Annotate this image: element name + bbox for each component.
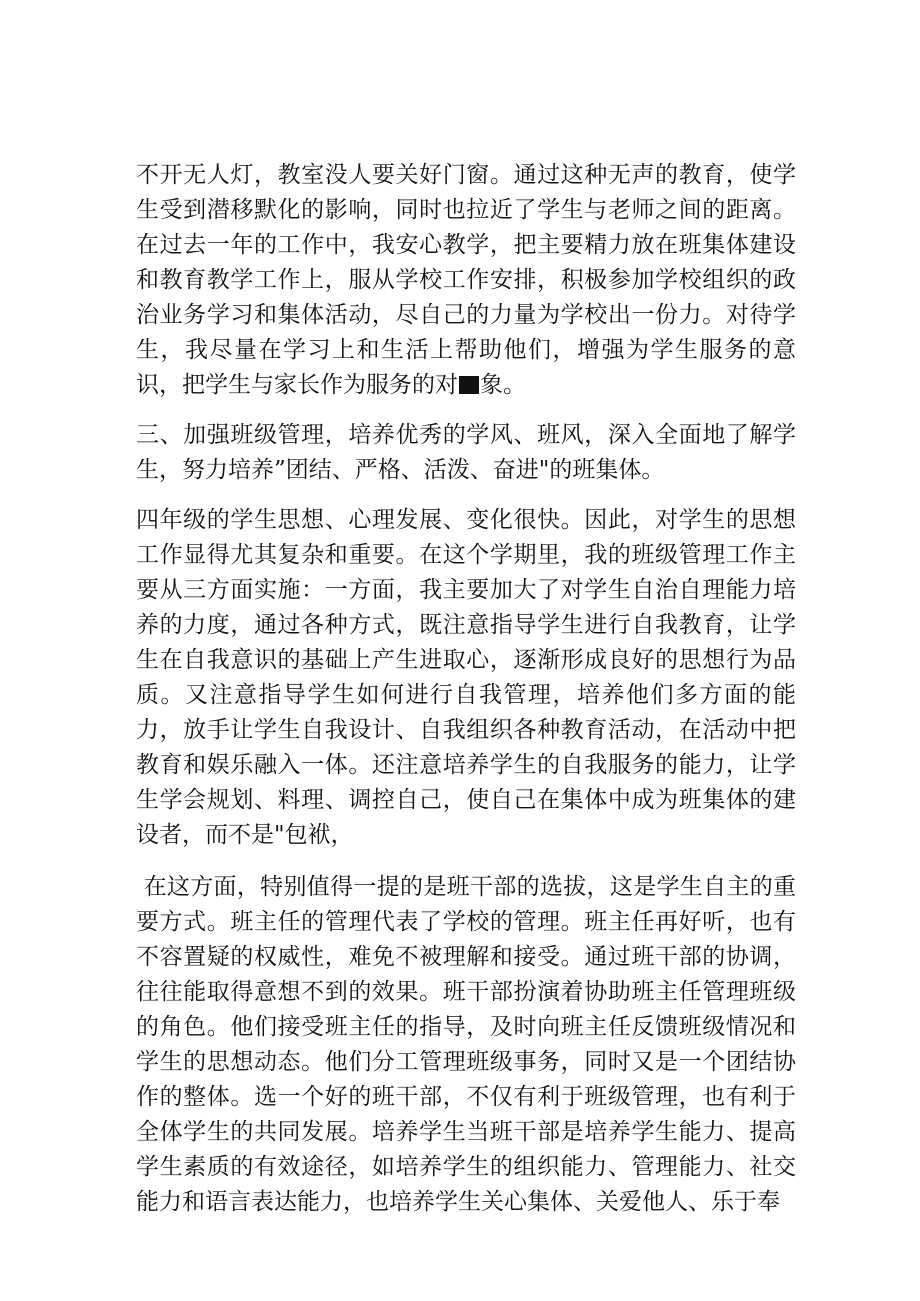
redaction-mark (459, 376, 479, 394)
paragraph-1-text: 不开无人灯，教室没人要关好门窗。通过这种无声的教育，使学生受到潜移默化的影响，同时也拉近了学生与老师之间的距离。在过去一年的工作中，我安心教学，把主要精力放在班集体建设和教育教学工作上，服从学校工作安排，积极参加学校组织的政治业务学习和集体活动，尽自己的力量为学校出一份力。对待学生，我尽量在学习上和生活上帮助他们，增强为学生服务的意识，把学生与家长作为服务的对 (136, 162, 796, 398)
paragraph-1-tail: 象。 (480, 372, 526, 398)
paragraph-3: 四年级的学生思想、心理发展、变化很快。因此，对学生的思想工作显得尤其复杂和重要。在这个学期里，我的班级管理工作主要从三方面实施：一方面，我主要加大了对学生自治自理能力培养的力度，通过各种方式，既注意指导学生进行自我教育，让学生在自我意识的基础上产生进取心，逐渐形成良好的思想行为品质。又注意指导学生如何进行自我管理，培养他们多方面的能力，放手让学生自我设计、自我组织各种教育活动，在活动中把教育和娱乐融入一体。还注意培养学生的自我服务的能力，让学生学会规划、料理、调控自己，使自己在集体中成为班集体的建设者，而不是"包袱， (136, 507, 796, 848)
document-body (136, 158, 796, 1220)
paragraph-4: 在这方面，特别值得一提的是班干部的选拔，这是学生自主的重要方式。班主任的管理代表了学校的管理。班主任再好听，也有不容置疑的权威性，难免不被理解和接受。通过班干部的协调，往往能取得意想不到的效果。班干部扮演着协助班主任管理班级的角色。他们接受班主任的指导，及时向班主任反馈班级情况和学生的思想动态。他们分工管理班级事务，同时又是一个团结协作的整体。选一个好的班干部，不仅有利于班级管理，也有利于全体学生的共同发展。培养学生当班干部是培养学生能力、提高学生素质的有效途径，如培养学生的组织能力、管理能力、社交能力和语言表达能力，也培养学生关心集体、关爱他人、乐于奉 (136, 874, 797, 1215)
paragraph-1 (136, 158, 796, 403)
paragraph-2-heading: 三、加强班级管理，培养优秀的学风、班风，深入全面地了解学生，努力培养”团结、严格、活泼、奋进"的班集体。 (136, 422, 796, 483)
